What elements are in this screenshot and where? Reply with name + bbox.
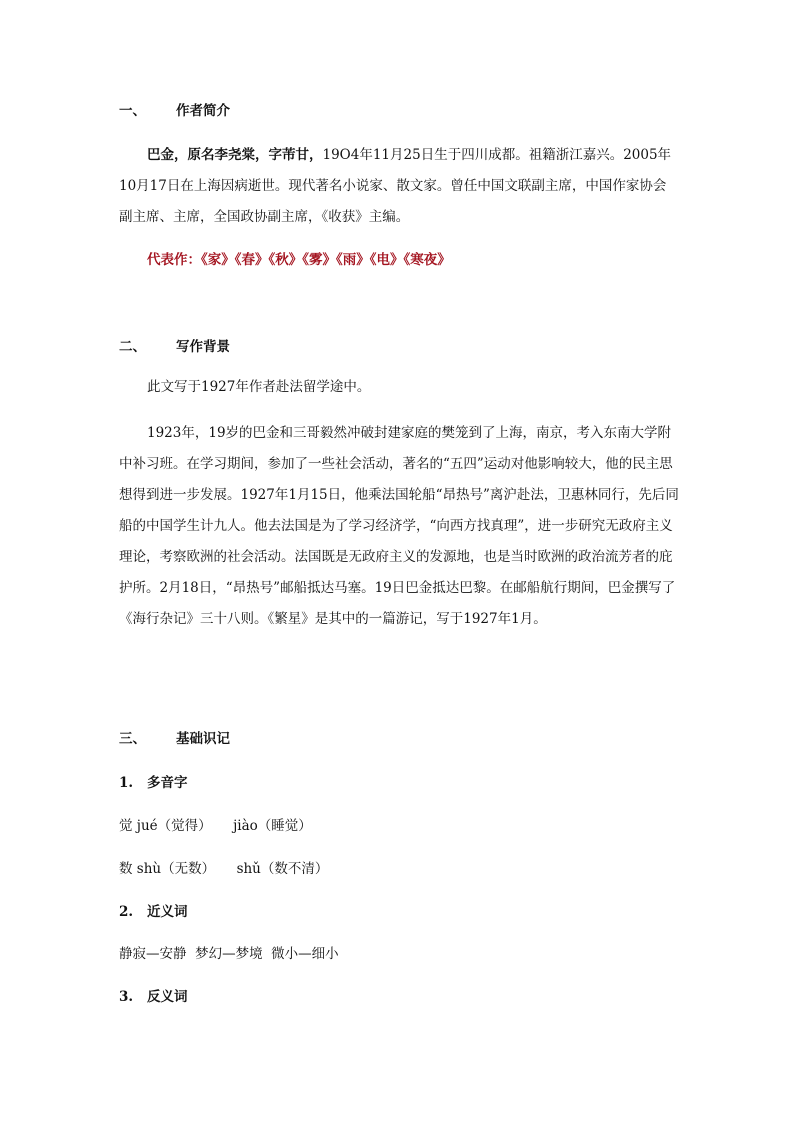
item-number: 1. [119,775,134,791]
section-number: 三、 [119,731,146,747]
section-number: 一、 [119,103,146,119]
background-detail-paragraph: 1923年，19岁的巴金和三哥毅然冲破封建家庭的樊笼到了上海，南京，考入东南大学附中补习班。在学习期间，参加了一些社会活动，著名的“五四”运动对他影响较大，他的民主思想得到进一步发展。1927年1月15日，他乘法国轮船“昂热号”离沪赴法，卫惠林同行，先后同船的中国学生计九人。他去法国是为了学习经济学，“向西方找真理”，进一步研究无政府主义理论，考察欧洲的社会活动。法国既是无政府主义的发源地，也是当时欧洲的政治流芳者的庇护所。2月18日，“昂热号”邮船抵达马塞。19日巴金抵达巴黎。在邮船航行期间，巴金撰写了《海行杂记》三十八则。《繁星》是其中的一篇游记，写于1927年1月。 [119,425,679,627]
section-title: 基础识记 [176,731,230,747]
author-name-lead: 巴金，原名李尧棠，字芾甘， [147,147,323,163]
section-number: 二、 [119,339,146,355]
works-list: 《家》《春》《秋》《雾》《雨》《电》《寒夜》 [201,252,451,268]
background-intro-paragraph: 此文写于1927年作者赴法留学途中。 [147,379,371,395]
item-number: 3. [119,989,134,1005]
item-label: 多音字 [147,775,188,791]
subsection-antonyms [119,985,188,1005]
section-title: 作者简介 [176,103,230,119]
item-label: 反义词 [147,989,188,1005]
section-title: 写作背景 [176,339,230,355]
synonym-list: 静寂—安静 梦幻—梦境 微小—细小 [119,946,339,962]
representative-works [147,251,451,269]
item-label: 近义词 [147,904,188,920]
polyphone-shu: 数 shù（无数） shǔ（数不清） [119,861,329,877]
author-bio-paragraph [119,140,679,233]
item-number: 2. [119,904,134,920]
polyphone-jue: 觉 jué（觉得） jiào（睡觉） [119,818,312,834]
subsection-synonyms [119,900,188,920]
subsection-polyphone [119,771,188,791]
author-bio-text: 19O4年11月25日生于四川成都。祖籍浙江嘉兴。2005年10月17日在上海因病逝世。现代著名小说家、散文家。曾任中国文联副主席，中国作家协会副主席、主席，全国政协副主席，《收获》主编。 [119,147,672,225]
works-label: 代表作： [147,252,201,268]
